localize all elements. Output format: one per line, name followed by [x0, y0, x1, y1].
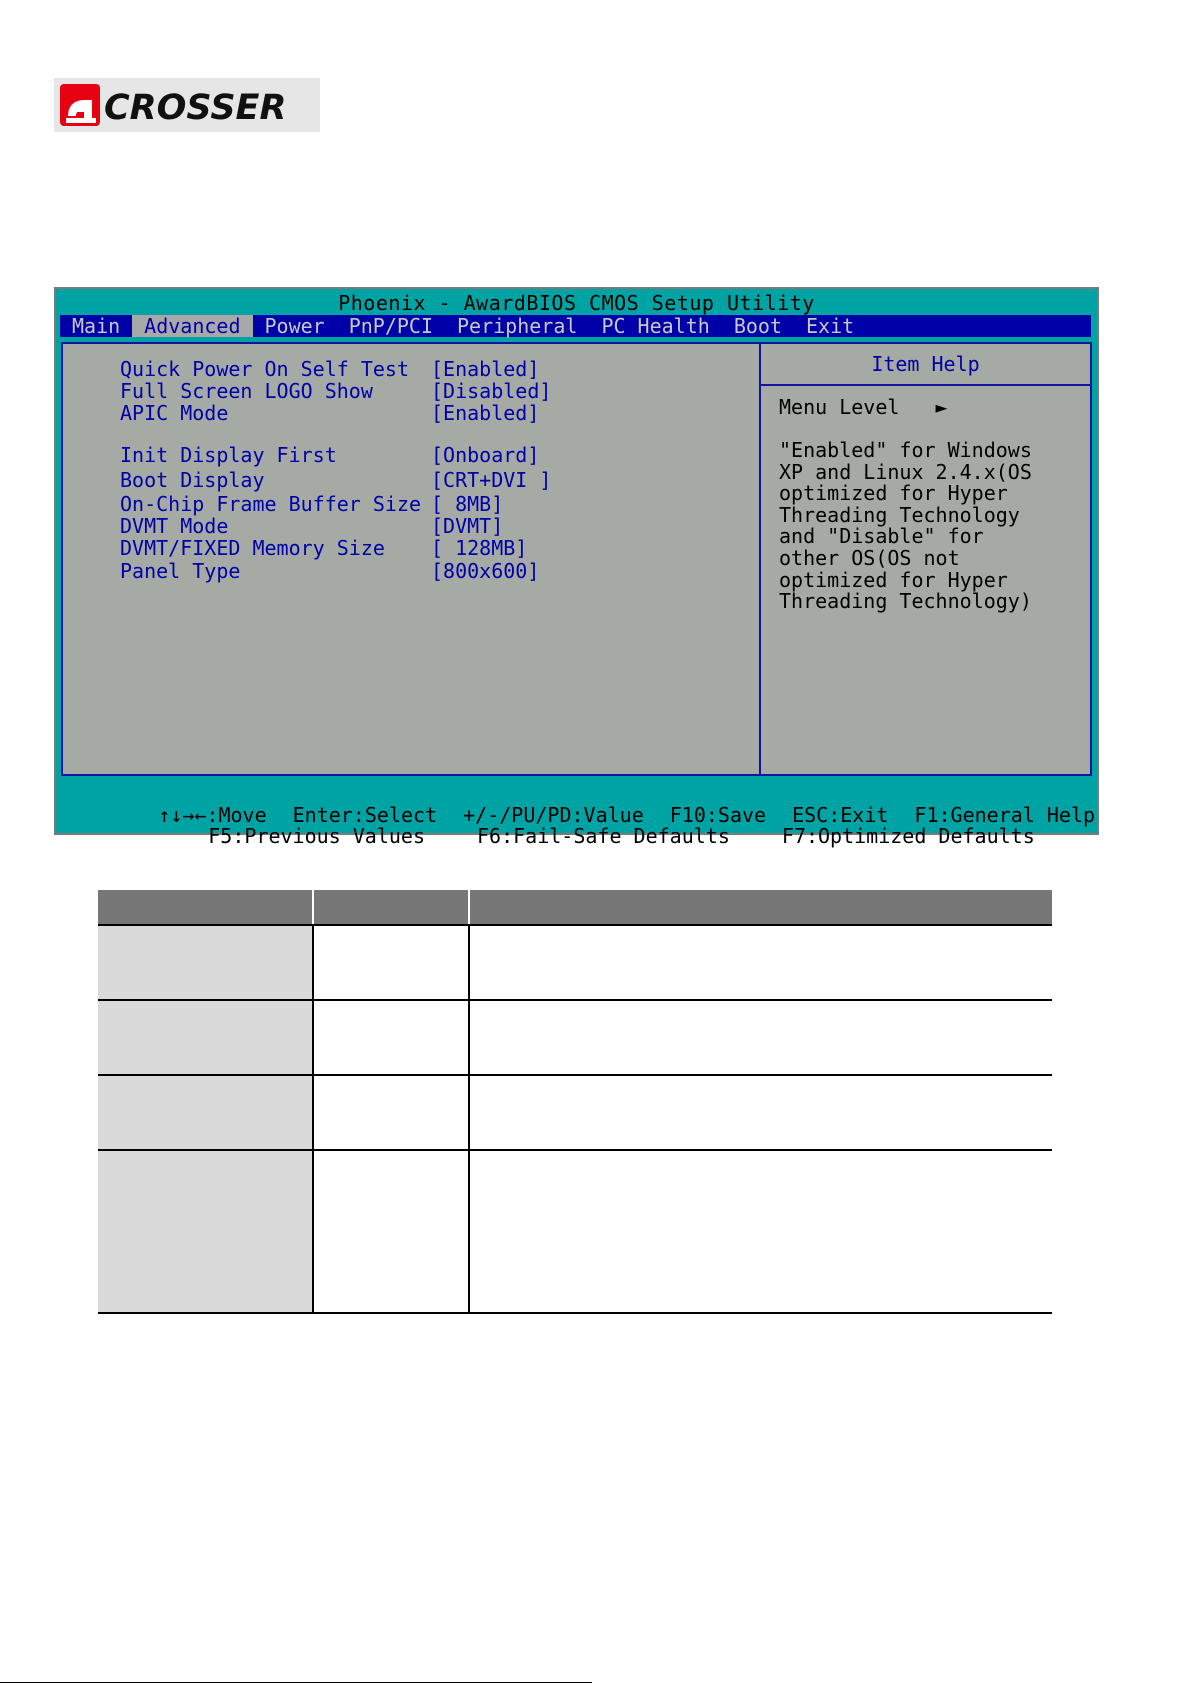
key-previous-values: F5:Previous Values — [208, 824, 425, 848]
footer-rule — [0, 1682, 592, 1683]
table-row — [98, 1149, 1052, 1312]
key-fail-safe-defaults: F6:Fail-Safe Defaults — [477, 824, 730, 848]
help-line: optimized for Hyper — [779, 481, 1008, 506]
menu-level — [779, 396, 948, 418]
menu-boot[interactable]: Boot — [733, 314, 782, 338]
menu-power[interactable]: Power — [264, 314, 325, 338]
logo-wordmark: CROSSER — [104, 88, 287, 128]
setting-label: Boot Display — [120, 468, 265, 492]
item-help-text — [779, 440, 1079, 613]
table-row — [98, 924, 1052, 999]
table-cell — [98, 1001, 314, 1074]
setting-label: Panel Type — [120, 559, 241, 583]
key-value: +/-/PU/PD:Value — [463, 802, 644, 827]
setting-value[interactable]: [ 128MB] — [431, 536, 528, 560]
key-save: F10:Save — [669, 802, 767, 827]
header-cell-description — [470, 890, 1052, 924]
footer-line-2 — [136, 802, 1035, 870]
setting-value[interactable]: [Disabled] — [431, 379, 552, 403]
table-header — [98, 890, 1052, 924]
table-cell — [470, 926, 1052, 999]
setting-dvmt-fixed-memory-size[interactable] — [63, 537, 753, 559]
table-cell — [314, 1076, 470, 1149]
table-cell — [98, 926, 314, 999]
acrosser-logo — [54, 78, 320, 132]
bios-main-panel — [61, 342, 1092, 776]
setting-full-screen-logo-show[interactable] — [63, 380, 753, 402]
setting-value[interactable]: [CRT+DVI ] — [431, 468, 552, 492]
key-general-help: F1:General Help — [914, 802, 1096, 827]
setting-value[interactable]: [ 8MB] — [431, 492, 504, 516]
bios-screenshot — [54, 287, 1099, 848]
key-move: ↑↓→←:Move — [158, 802, 267, 827]
setting-boot-display[interactable] — [63, 469, 753, 491]
table-cell — [314, 1001, 470, 1074]
setting-label: Quick Power On Self Test — [120, 357, 409, 381]
settings-description-table — [98, 890, 1052, 1314]
menu-exit[interactable]: Exit — [805, 314, 855, 338]
table-cell — [470, 1151, 1052, 1312]
menu-level-label: Menu Level — [779, 395, 900, 419]
help-line: other OS(OS not — [779, 545, 960, 570]
setting-apic-mode[interactable] — [63, 402, 753, 424]
bios-menubar — [60, 315, 1091, 337]
setting-value[interactable]: [Enabled] — [431, 357, 540, 381]
table-row — [98, 999, 1052, 1074]
setting-value[interactable]: [Onboard] — [431, 443, 540, 467]
table-row — [98, 1074, 1052, 1149]
setting-label: DVMT Mode — [120, 514, 229, 538]
right-triangle-icon: ► — [935, 395, 948, 419]
header-cell-choice — [314, 890, 470, 924]
menu-advanced[interactable]: Advanced — [132, 315, 252, 337]
setting-on-chip-frame-buffer-size[interactable] — [63, 493, 753, 515]
key-exit: ESC:Exit — [792, 802, 889, 827]
setting-panel-type[interactable] — [63, 560, 753, 582]
item-help-title: Item Help — [871, 352, 980, 376]
setting-dvmt-mode[interactable] — [63, 515, 753, 537]
help-line: Threading Technology — [779, 502, 1020, 527]
menu-pnp-pci[interactable]: PnP/PCI — [348, 314, 434, 338]
setting-label: Full Screen LOGO Show — [120, 379, 373, 403]
help-line: XP and Linux 2.4.x(OS — [779, 459, 1032, 484]
setting-label: DVMT/FIXED Memory Size — [120, 536, 385, 560]
help-line: optimized for Hyper — [779, 567, 1008, 592]
setting-value[interactable]: [800x600] — [431, 559, 540, 583]
key-select: Enter:Select — [292, 802, 438, 827]
menu-main[interactable]: Main — [72, 314, 121, 338]
menu-pc-health[interactable]: PC Health — [601, 314, 710, 338]
header-cell-option — [98, 890, 314, 924]
table-cell — [470, 1001, 1052, 1074]
table-cell — [98, 1076, 314, 1149]
setting-label: Init Display First — [120, 443, 337, 467]
setting-label: APIC Mode — [120, 401, 229, 425]
table-cell — [98, 1151, 314, 1312]
key-optimized-defaults: F7:Optimized Defaults — [781, 824, 1035, 848]
table-cell — [314, 1151, 470, 1312]
setting-quick-power-on-self-test[interactable] — [63, 358, 753, 380]
panel-divider — [759, 344, 761, 774]
help-line: Threading Technology) — [779, 589, 1032, 614]
help-line: and "Disable" for — [779, 524, 984, 549]
setting-value[interactable]: [Enabled] — [431, 401, 540, 425]
table-cell — [470, 1076, 1052, 1149]
acrosser-a-logo-icon — [60, 84, 100, 126]
setting-init-display-first[interactable] — [63, 444, 753, 466]
menu-peripheral[interactable]: Peripheral — [457, 314, 578, 338]
table-cell — [314, 926, 470, 999]
setting-value[interactable]: [DVMT] — [431, 514, 504, 538]
bios-title: Phoenix - AwardBIOS CMOS Setup Utility — [338, 291, 815, 315]
table-bottom-border — [98, 1312, 1052, 1314]
help-line: "Enabled" for Windows — [779, 438, 1032, 462]
help-separator — [761, 384, 1090, 386]
setting-label: On-Chip Frame Buffer Size — [120, 492, 422, 516]
